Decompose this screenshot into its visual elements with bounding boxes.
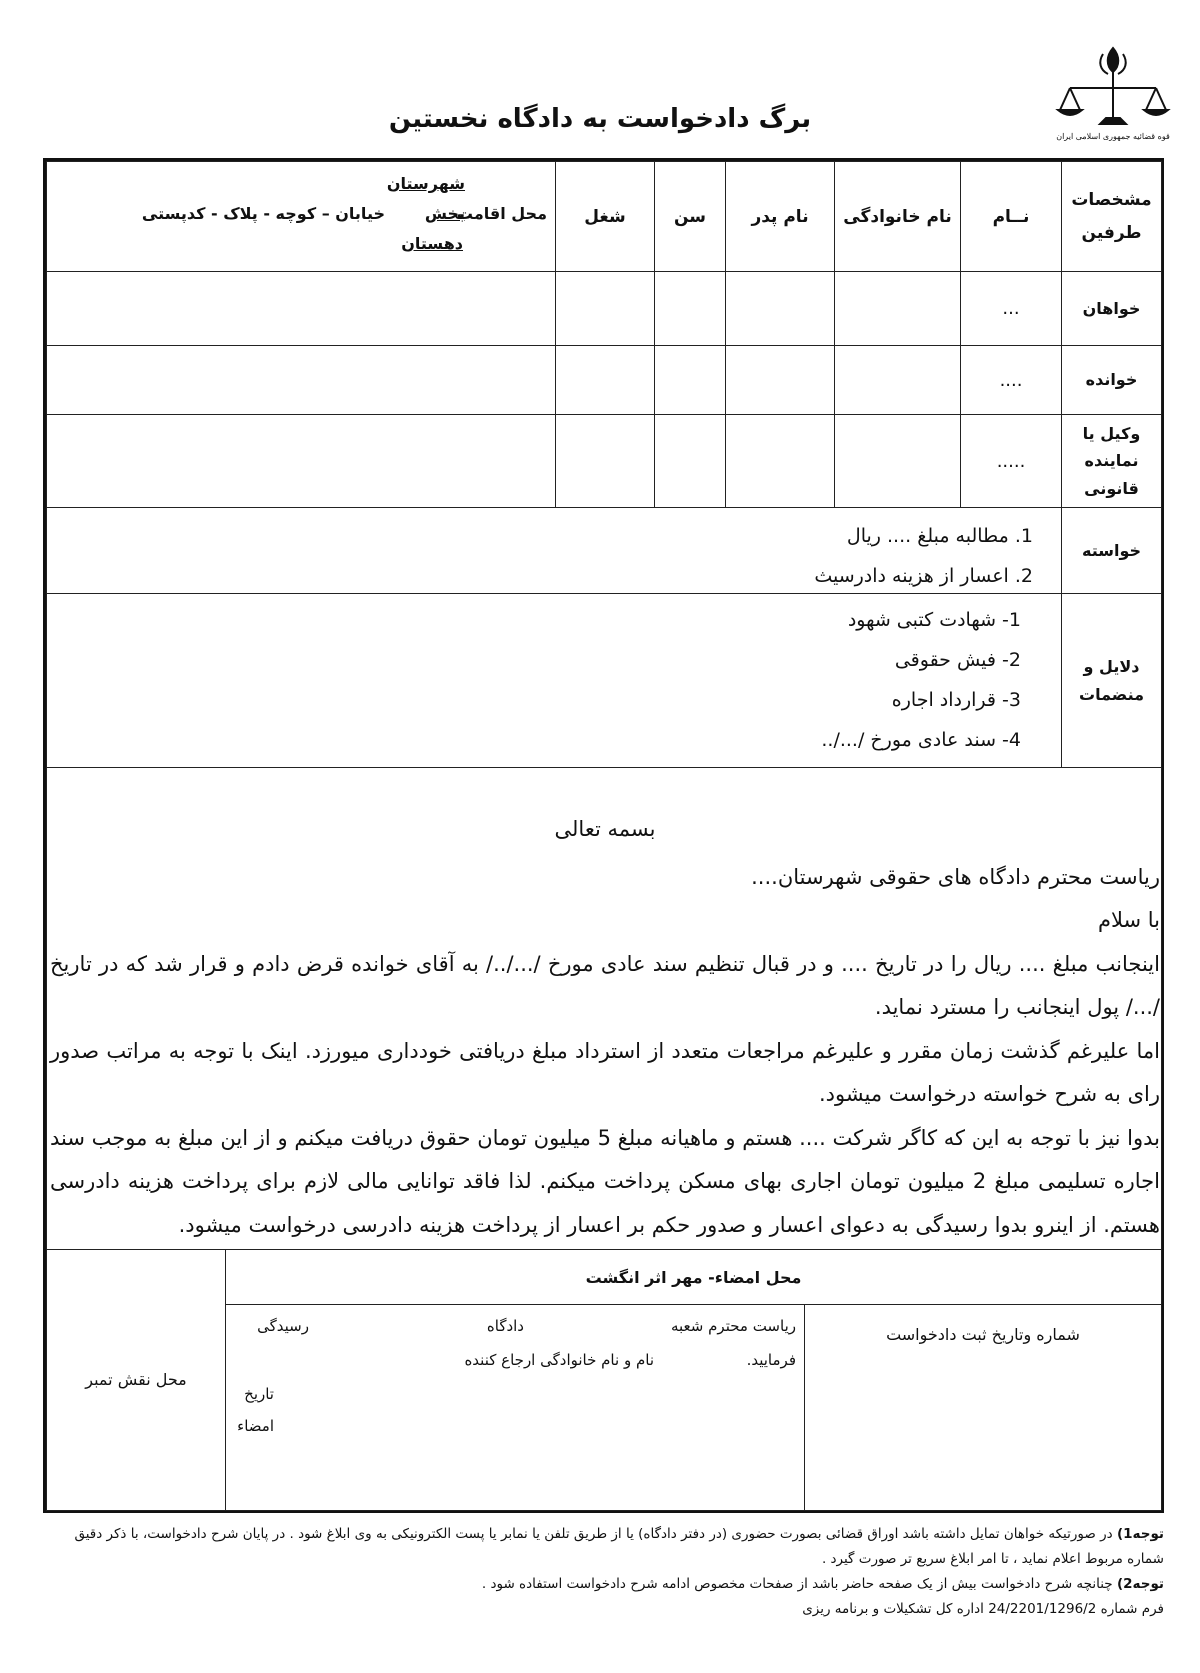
attorney-age bbox=[654, 414, 726, 508]
evidence-content bbox=[46, 593, 1062, 768]
attorney-father bbox=[725, 414, 835, 508]
header-family-name: نام خانوادگی bbox=[834, 161, 961, 272]
row-label-plaintiff: خواهان bbox=[1061, 271, 1162, 346]
attorney-family bbox=[834, 414, 961, 508]
form-number: فرم شماره 24/2201/1296/2 اداره کل تشکیلات و برنامه ریزی bbox=[802, 1601, 1164, 1617]
page-title: برگ دادخواست به دادگاه نخستین bbox=[388, 104, 812, 134]
judiciary-emblem bbox=[1048, 44, 1178, 150]
letter-addressee: ریاست محترم دادگاه های حقوقی شهرستان.... bbox=[751, 864, 1160, 889]
plaintiff-residence bbox=[46, 271, 556, 346]
evidence-item: 4- سند عادی مورخ /.../.. bbox=[821, 729, 1021, 751]
plaintiff-father bbox=[725, 271, 835, 346]
date-label: تاریخ bbox=[244, 1385, 274, 1403]
row-label-defendant: خوانده bbox=[1061, 345, 1162, 415]
stamp-place-label: محل نقش تمبر bbox=[85, 1370, 187, 1389]
claim-content bbox=[46, 507, 1062, 594]
note-2-label: توجه2) bbox=[1116, 1576, 1164, 1592]
letter-paragraph: اینجانب مبلغ .... ریال را در تاریخ .... و در قبال تنظیم سند عادی مورخ /.../../ به آقای خوانده قرض دادم و قرار شد که در تاریخ /.../ پول اینجانب را مسترد نماید. bbox=[50, 951, 1160, 1019]
attorney-residence bbox=[46, 414, 556, 508]
row-label-attorney: وکیل یا نماینده قانونی bbox=[1061, 414, 1162, 508]
evidence-item: 1- شهادت کتبی شهود bbox=[847, 609, 1021, 631]
petition-letter bbox=[50, 808, 1160, 1247]
plaintiff-family bbox=[834, 271, 961, 346]
note-2 bbox=[48, 1572, 1164, 1597]
defendant-job bbox=[555, 345, 655, 415]
claim-item: 1. مطالبه مبلغ .... ریال bbox=[846, 525, 1033, 547]
referrer-label: نام و نام خانوادگی ارجاع کننده bbox=[464, 1351, 654, 1369]
row-label-evidence: دلایل و منضمات bbox=[1061, 593, 1162, 768]
court-label: دادگاه bbox=[486, 1317, 524, 1335]
attorney-name: ..... bbox=[960, 414, 1062, 508]
claim-item: 2. اعسار از هزینه دادرسیث bbox=[814, 565, 1033, 587]
stamp-box bbox=[46, 1249, 226, 1511]
evidence-item: 2- فیش حقوقی bbox=[894, 649, 1021, 671]
defendant-father bbox=[725, 345, 835, 415]
header-party-specs: مشخصات طرفین bbox=[1061, 161, 1162, 272]
form-notes bbox=[48, 1522, 1164, 1622]
evidence-item: 3- قرارداد اجاره bbox=[891, 689, 1021, 711]
note-1-label: توجه1) bbox=[1116, 1526, 1164, 1542]
plaintiff-age bbox=[654, 271, 726, 346]
header-residence bbox=[46, 161, 556, 272]
city-label: شهرستان bbox=[386, 174, 465, 193]
please-label: فرمایید. bbox=[746, 1351, 796, 1369]
attorney-job bbox=[555, 414, 655, 508]
header-occupation: شغل bbox=[555, 161, 655, 272]
note-1 bbox=[48, 1522, 1164, 1572]
address-label: خیابان – کوچه - پلاک - کدپستی bbox=[141, 204, 385, 223]
plaintiff-job bbox=[555, 271, 655, 346]
row-label-claim: خواسته bbox=[1061, 507, 1162, 594]
village-label: دهستان bbox=[401, 234, 463, 253]
defendant-residence bbox=[46, 345, 556, 415]
scales-of-justice-icon bbox=[1048, 44, 1178, 134]
registration-label: شماره وتاریخ ثبت دادخواست bbox=[886, 1325, 1080, 1344]
header-age: سن bbox=[654, 161, 726, 272]
referral-box bbox=[225, 1304, 805, 1511]
signature-place-label: محل امضاء- مهر اثر انگشت bbox=[225, 1249, 1162, 1305]
header-name: نــام bbox=[960, 161, 1062, 272]
defendant-family bbox=[834, 345, 961, 415]
letter-paragraph: اما علیرغم گذشت زمان مقرر و علیرغم مراجعات متعدد از استرداد مبلغ دریافتی خودداری میورزد. اینک با توجه به مراتب صدور رای به شرح خواسته درخواست میشود. bbox=[50, 1038, 1160, 1106]
defendant-age bbox=[654, 345, 726, 415]
header-father-name: نام پدر bbox=[725, 161, 835, 272]
note-1-text: در صورتیکه خواهان تمایل داشته باشد اوراق قضائی بصورت حضوری (در دفتر دادگاه) یا از طریق تلفن یا نمابر یا پست الکترونیکی به وی ابلاغ شود . در پایان شرح دادخواست، با ذکر دقیق شماره مربوط اعلام نماید ، تا امر ابلاغ سریع تر صورت گیرد . bbox=[74, 1526, 1164, 1567]
letter-greeting: با سلام bbox=[1097, 908, 1160, 932]
registration-box bbox=[804, 1304, 1162, 1511]
signature-label: امضاء bbox=[237, 1417, 274, 1435]
review-label: رسیدگی bbox=[257, 1317, 309, 1335]
head-of-branch-label: ریاست محترم شعبه bbox=[670, 1317, 796, 1335]
plaintiff-name: ... bbox=[960, 271, 1062, 346]
residence-label: محل اقامت bbox=[456, 204, 547, 223]
emblem-caption: قوه قضائیه جمهوری اسلامی ایران bbox=[1056, 132, 1170, 141]
letter-salutation: بسمه تعالی bbox=[554, 817, 656, 841]
district-label: بخش bbox=[424, 204, 465, 223]
note-2-text: چنانچه شرح دادخواست بیش از یک صفحه حاضر باشد از صفحات مخصوص ادامه شرح دادخواست استفاده شود . bbox=[481, 1576, 1113, 1592]
letter-paragraph: بدوا نیز با توجه به این که کاگر شرکت .... هستم و ماهیانه مبلغ 5 میلیون تومان حقوق دریافت میکنم و از این مبلغ به موجب سند اجاره تسلیمی مبلغ 2 میلیون تومان اجاری بهای مسکن پرداخت میکنم. لذا فاقد توانایی مالی لازم برای پرداخت هزینه دادرسی هستم. از اینرو بدوا رسیدگی به دعوای اعسار و صدور حکم بر اعسار از پرداخت هزینه دادرسی درخواست میشود. bbox=[50, 1125, 1160, 1237]
defendant-name: .... bbox=[960, 345, 1062, 415]
